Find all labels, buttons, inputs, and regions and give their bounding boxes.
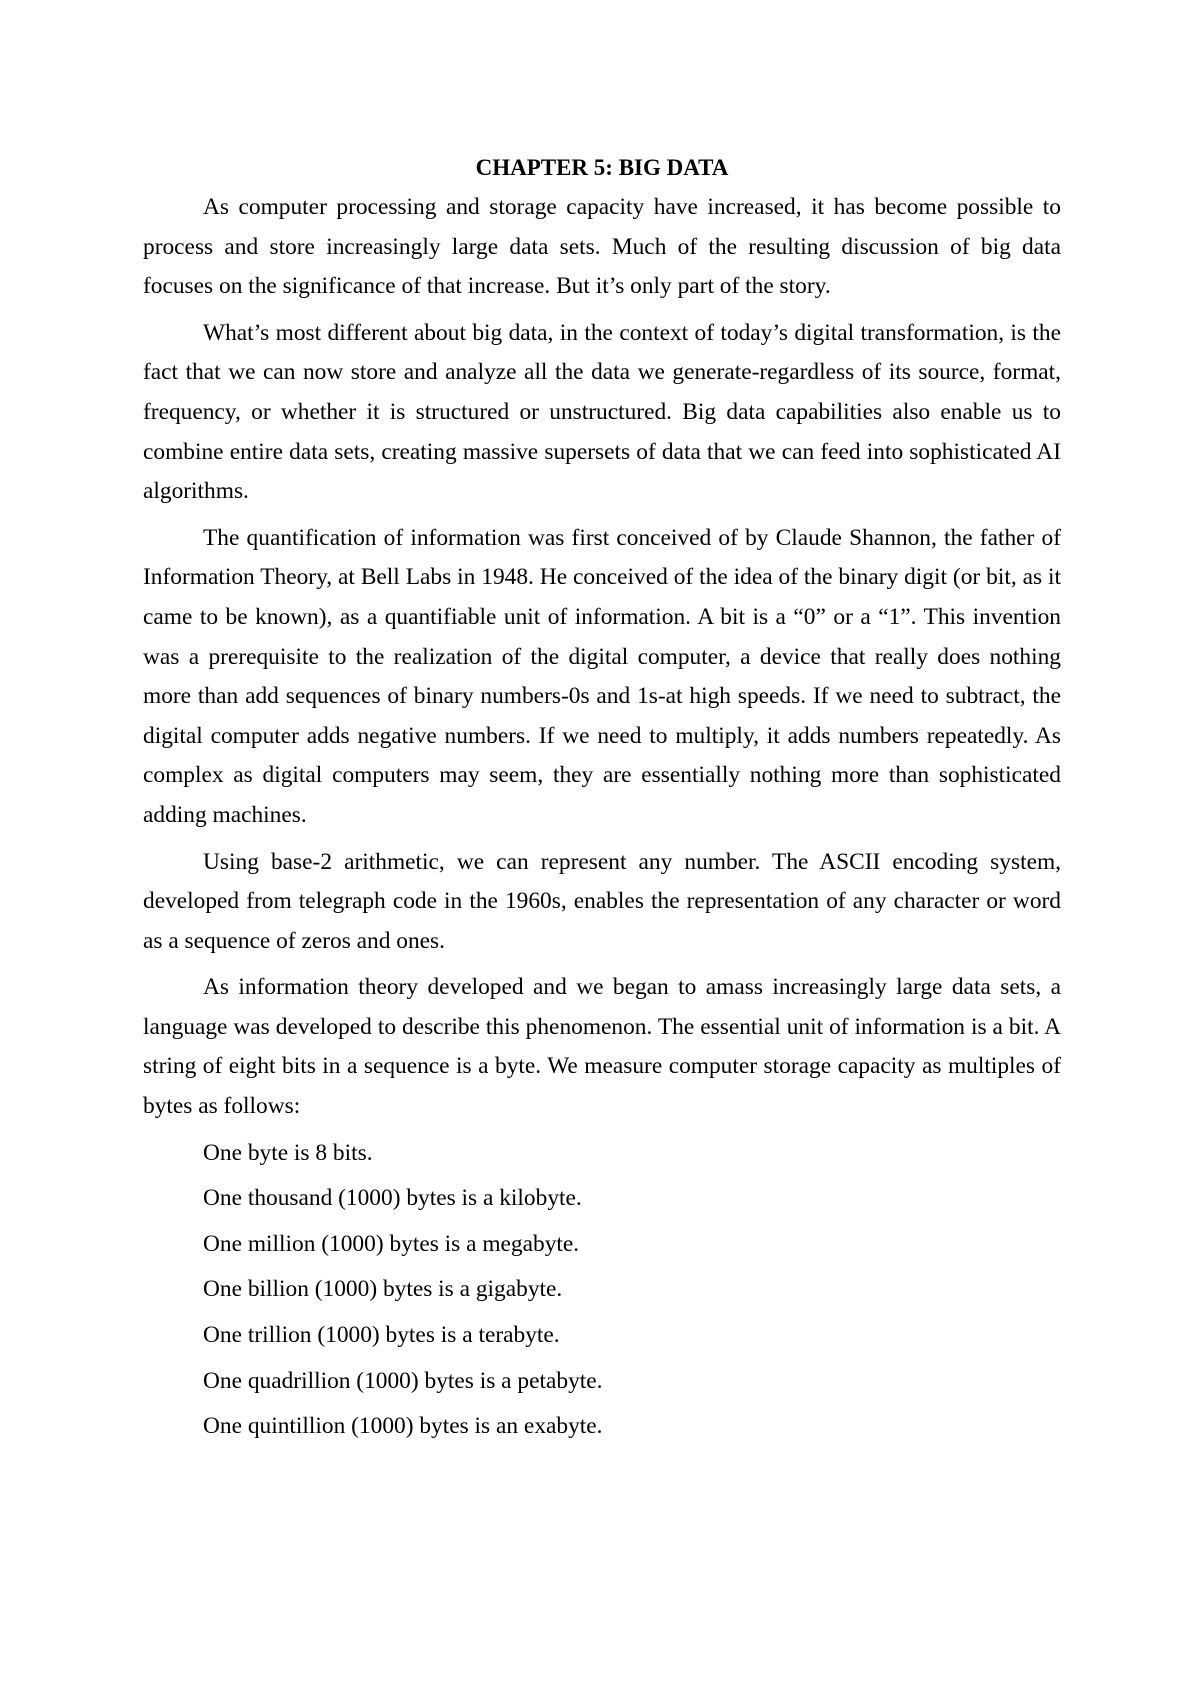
paragraph: Using base-2 arithmetic, we can represent any number. The ASCII encoding system, developed from telegraph code in the 1960s, enables the representation of any character or word as a sequence of zeros and ones.	[143, 848, 1061, 954]
paragraph: What’s most different about big data, in the context of today’s digital transformation, is the fact that we can now store and analyze all the data we generate-regardless of its source, format, frequency, or whether it is structured or unstructured. Big data capabilities also enable us to combine entire data sets, creating massive supersets of data that we can feed into sophisticated AI algorithms.	[143, 319, 1061, 505]
paragraph: As information theory developed and we began to amass increasingly large data sets, a language was developed to describe this phenomenon. The essential unit of information is a bit. A string of eight bits in a sequence is a byte. We measure computer storage capacity as multiples of bytes as follows:	[143, 974, 1061, 1120]
list-item: One billion (1000) bytes is a gigabyte.	[203, 1276, 563, 1303]
list-item: One quadrillion (1000) bytes is a petabyte.	[203, 1367, 603, 1394]
paragraph: The quantification of information was first conceived of by Claude Shannon, the father of Information Theory, at Bell Labs in 1948. He conceived of the idea of the binary digit (or bit, as it came to be known), as a quantifiable unit of information. A bit is a “0” or a “1”. This invention was a prerequisite to the realization of the digital computer, a device that really does nothing more than add sequences of binary numbers-0s and 1s-at high speeds. If we need to subtract, the digital computer adds negative numbers. If we need to multiply, it adds numbers repeatedly. As complex as digital computers may seem, they are essentially nothing more than sophisticated adding machines.	[143, 524, 1061, 828]
list-item: One million (1000) bytes is a megabyte.	[203, 1230, 580, 1257]
list-item: One trillion (1000) bytes is a terabyte.	[203, 1322, 560, 1349]
list-item: One byte is 8 bits.	[203, 1139, 373, 1166]
chapter-title: CHAPTER 5: BIG DATA	[475, 155, 729, 180]
list-item: One thousand (1000) bytes is a kilobyte.	[203, 1185, 582, 1212]
paragraph: As computer processing and storage capacity have increased, it has become possible to process and store increasingly large data sets. Much of the resulting discussion of big data focuses on the significance of that increase. But it’s only part of the story.	[143, 194, 1061, 300]
page-content	[143, 148, 1061, 1453]
list-item: One quintillion (1000) bytes is an exabyte.	[203, 1413, 603, 1440]
storage-units-list	[143, 1134, 1061, 1447]
